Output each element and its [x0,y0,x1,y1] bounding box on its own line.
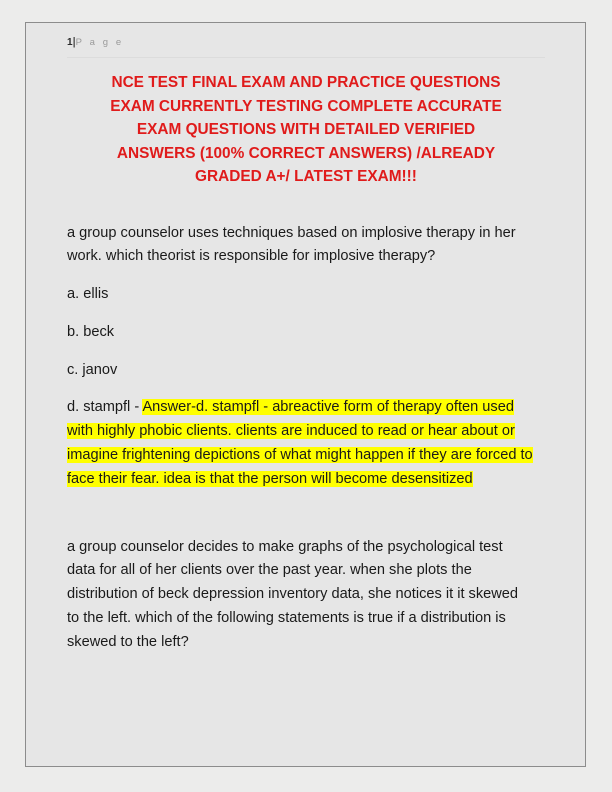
title-line-4: ANSWERS (100% CORRECT ANSWERS) /ALREADY [116,144,496,162]
page-header-separator: | [72,36,76,48]
document-body [67,71,545,669]
page-header-text [67,35,545,50]
question-1-prompt: a group counselor uses techniques based on implosive therapy in her work. which theorist is responsible for implosive therapy? [67,224,516,265]
question-1-option-b: b. beck [67,323,115,340]
page-title [67,71,545,189]
question-1-option-a: a. ellis [67,286,109,303]
question-1-answer [67,396,537,491]
title-line-5: GRADED A+/ LATEST EXAM!!! [195,168,417,185]
question-2-block [67,536,545,655]
page-label: P a g e [75,37,124,48]
title-line-3: EXAM QUESTIONS WITH DETAILED VERIFIED [136,121,476,138]
question-1-answer-highlight: Answer-d. stampfl - abreactive form of therapy often used with highly phobic clients. clients are induced to read or hear about or imagine frightening depictions of what might happen if they are forced to face their fear. idea is that the person will become desensitized [67,399,533,487]
question-1-option-c: c. janov [67,361,118,378]
title-line-1: NCE TEST FINAL EXAM AND PRACTICE QUESTIONS [111,74,501,91]
page-number: 1 [67,37,73,48]
question-1-block [67,222,545,492]
question-2-prompt: a group counselor decides to make graphs of the psychological test data for all of her clients over the past year. when she plots the distribution of beck depression inventory data, she notices it it skewed to the left. which of the following statements is true if a distribution is skewed to the left? [67,538,519,650]
page-header [67,35,545,59]
header-divider [67,57,545,58]
question-1-option-d-prefix: d. stampfl - [67,399,143,416]
document-page [25,22,586,767]
title-line-2: EXAM CURRENTLY TESTING COMPLETE ACCURATE [110,97,502,115]
